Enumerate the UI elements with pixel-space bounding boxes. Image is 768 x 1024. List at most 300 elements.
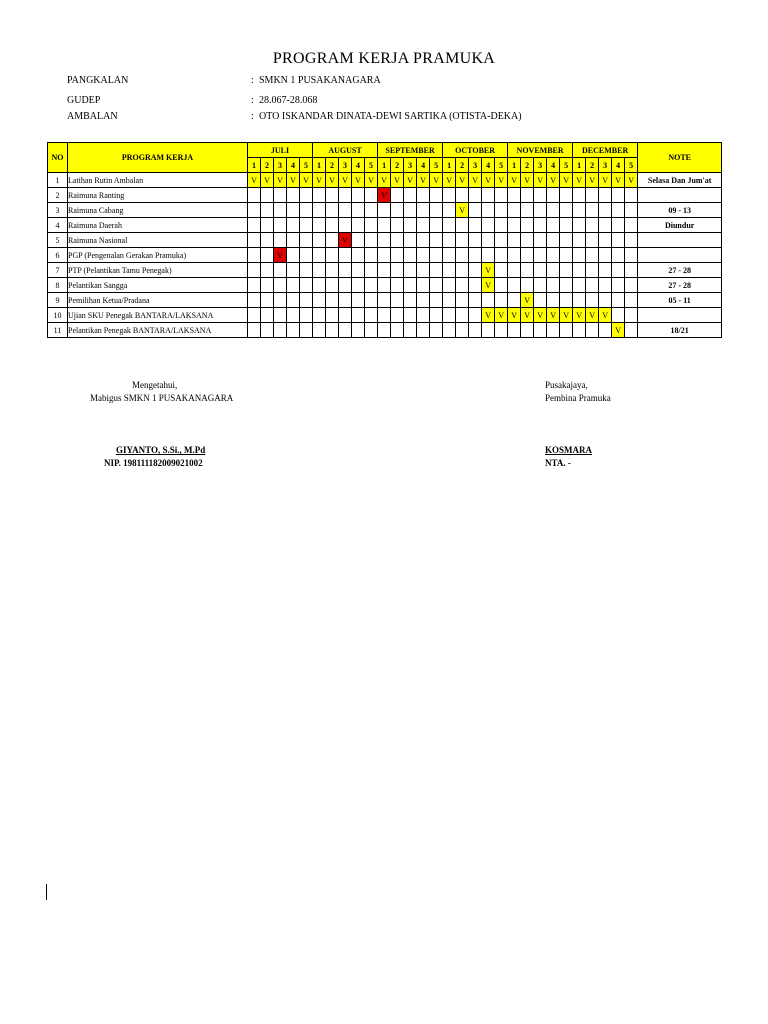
week-cell	[495, 233, 508, 248]
header-week: 1	[573, 158, 586, 173]
week-cell	[352, 233, 365, 248]
week-cell	[313, 278, 326, 293]
week-cell	[339, 203, 352, 218]
week-cell	[248, 278, 261, 293]
header-week: 5	[300, 158, 313, 173]
week-cell-marked: V	[599, 173, 612, 188]
week-cell	[274, 278, 287, 293]
week-cell	[300, 263, 313, 278]
week-cell	[547, 278, 560, 293]
week-cell	[261, 188, 274, 203]
week-cell	[391, 248, 404, 263]
row-activity: Raimuna Ranting	[68, 188, 248, 203]
week-cell	[378, 323, 391, 338]
week-cell	[495, 188, 508, 203]
week-cell	[248, 233, 261, 248]
week-cell	[339, 308, 352, 323]
header-row-months	[48, 143, 722, 158]
week-cell-marked: V	[534, 173, 547, 188]
week-cell-marked: V	[482, 173, 495, 188]
week-cell	[313, 188, 326, 203]
week-cell	[599, 203, 612, 218]
header-week: 3	[534, 158, 547, 173]
week-cell	[261, 278, 274, 293]
week-cell	[417, 308, 430, 323]
week-cell	[339, 293, 352, 308]
week-cell-marked: V	[378, 173, 391, 188]
row-number: 4	[48, 218, 68, 233]
week-cell	[287, 188, 300, 203]
week-cell-marked: V	[586, 173, 599, 188]
week-cell	[560, 233, 573, 248]
row-note	[638, 233, 722, 248]
week-cell-marked: V	[365, 173, 378, 188]
week-cell	[599, 323, 612, 338]
week-cell	[391, 188, 404, 203]
header-month: JULI	[248, 143, 313, 158]
week-cell	[404, 188, 417, 203]
week-cell	[300, 248, 313, 263]
row-number: 2	[48, 188, 68, 203]
week-cell-marked: V	[417, 173, 430, 188]
week-cell-marked-red: V	[274, 248, 287, 263]
week-cell	[547, 233, 560, 248]
week-cell	[404, 218, 417, 233]
week-cell	[365, 323, 378, 338]
row-number: 11	[48, 323, 68, 338]
header-week: 4	[482, 158, 495, 173]
week-cell-marked-red: V	[378, 188, 391, 203]
week-cell	[378, 248, 391, 263]
week-cell	[417, 248, 430, 263]
row-number: 6	[48, 248, 68, 263]
table-row	[48, 188, 722, 203]
row-number: 3	[48, 203, 68, 218]
info-value: OTO ISKANDAR DINATA-DEWI SARTIKA (OTISTA-DEKA)	[259, 111, 522, 122]
week-cell	[261, 323, 274, 338]
week-cell	[352, 218, 365, 233]
week-cell-marked: V	[521, 293, 534, 308]
week-cell	[586, 323, 599, 338]
week-cell	[586, 233, 599, 248]
week-cell-marked: V	[456, 173, 469, 188]
week-cell	[560, 323, 573, 338]
week-cell	[365, 278, 378, 293]
header-month: NOVEMBER	[508, 143, 573, 158]
week-cell-marked: V	[456, 203, 469, 218]
header-week: 5	[430, 158, 443, 173]
header-week: 2	[261, 158, 274, 173]
week-cell	[326, 233, 339, 248]
row-activity: PTP (Pelantikan Tamu Penegak)	[68, 263, 248, 278]
week-cell	[404, 293, 417, 308]
header-week: 5	[365, 158, 378, 173]
week-cell	[482, 218, 495, 233]
header-month: DECEMBER	[573, 143, 638, 158]
week-cell	[560, 188, 573, 203]
week-cell	[313, 248, 326, 263]
week-cell	[625, 308, 638, 323]
week-cell	[482, 323, 495, 338]
week-cell	[274, 263, 287, 278]
week-cell-marked: V	[482, 278, 495, 293]
week-cell	[248, 308, 261, 323]
week-cell	[625, 278, 638, 293]
week-cell	[508, 248, 521, 263]
week-cell	[391, 263, 404, 278]
week-cell	[365, 293, 378, 308]
header-week: 2	[326, 158, 339, 173]
week-cell	[547, 188, 560, 203]
week-cell-marked: V	[495, 173, 508, 188]
week-cell	[365, 308, 378, 323]
week-cell	[534, 233, 547, 248]
info-separator: :	[251, 75, 254, 86]
week-cell	[274, 323, 287, 338]
week-cell	[430, 188, 443, 203]
week-cell	[534, 188, 547, 203]
week-cell	[248, 188, 261, 203]
week-cell	[599, 278, 612, 293]
week-cell	[352, 263, 365, 278]
signature-right-line2: Pembina Pramuka	[545, 393, 611, 403]
week-cell	[521, 263, 534, 278]
header-week: 3	[404, 158, 417, 173]
signature-right-name: KOSMARA	[545, 445, 592, 455]
row-note	[638, 308, 722, 323]
row-number: 1	[48, 173, 68, 188]
week-cell	[469, 203, 482, 218]
week-cell	[417, 188, 430, 203]
week-cell	[612, 308, 625, 323]
week-cell-marked: V	[482, 308, 495, 323]
week-cell	[326, 323, 339, 338]
week-cell	[430, 233, 443, 248]
week-cell	[365, 233, 378, 248]
week-cell	[443, 263, 456, 278]
week-cell	[443, 323, 456, 338]
week-cell	[625, 293, 638, 308]
week-cell	[430, 218, 443, 233]
week-cell	[313, 293, 326, 308]
week-cell-marked: V	[612, 173, 625, 188]
week-cell	[586, 278, 599, 293]
week-cell	[547, 248, 560, 263]
week-cell	[326, 218, 339, 233]
week-cell	[586, 263, 599, 278]
table-row	[48, 248, 722, 263]
week-cell	[625, 323, 638, 338]
week-cell	[404, 308, 417, 323]
week-cell	[612, 203, 625, 218]
week-cell	[430, 293, 443, 308]
week-cell-marked: V	[547, 308, 560, 323]
week-cell	[469, 248, 482, 263]
week-cell	[287, 248, 300, 263]
row-activity: Raimuna Daerah	[68, 218, 248, 233]
week-cell	[521, 248, 534, 263]
week-cell	[300, 188, 313, 203]
week-cell	[495, 293, 508, 308]
week-cell	[573, 263, 586, 278]
week-cell	[599, 218, 612, 233]
row-activity: Latihan Rutin Ambalan	[68, 173, 248, 188]
week-cell-marked: V	[430, 173, 443, 188]
header-week: 1	[508, 158, 521, 173]
week-cell	[482, 203, 495, 218]
header-program: PROGRAM KERJA	[68, 143, 248, 173]
week-cell	[495, 263, 508, 278]
table-row	[48, 308, 722, 323]
signature-right-id: NTA. -	[545, 458, 571, 468]
week-cell	[287, 278, 300, 293]
week-cell	[326, 308, 339, 323]
header-week: 5	[495, 158, 508, 173]
week-cell	[300, 218, 313, 233]
week-cell	[339, 263, 352, 278]
table-row	[48, 233, 722, 248]
week-cell	[586, 248, 599, 263]
row-number: 8	[48, 278, 68, 293]
week-cell	[456, 323, 469, 338]
row-activity: Ujian SKU Penegak BANTARA/LAKSANA	[68, 308, 248, 323]
week-cell	[378, 263, 391, 278]
week-cell	[443, 233, 456, 248]
week-cell	[508, 188, 521, 203]
week-cell	[404, 263, 417, 278]
text-cursor	[46, 884, 47, 900]
week-cell	[482, 233, 495, 248]
week-cell	[378, 233, 391, 248]
week-cell	[560, 263, 573, 278]
week-cell	[287, 263, 300, 278]
week-cell	[365, 248, 378, 263]
week-cell	[417, 203, 430, 218]
week-cell	[261, 218, 274, 233]
row-note: 09 - 13	[638, 203, 722, 218]
week-cell	[469, 218, 482, 233]
week-cell	[573, 248, 586, 263]
row-activity: PGP (Pengenalan Gerakan Pramuka)	[68, 248, 248, 263]
week-cell	[417, 263, 430, 278]
signature-left-name: GIYANTO, S.Si., M.Pd	[116, 445, 206, 455]
week-cell	[339, 278, 352, 293]
week-cell	[508, 263, 521, 278]
table-row	[48, 323, 722, 338]
week-cell	[469, 263, 482, 278]
week-cell	[482, 248, 495, 263]
week-cell	[534, 218, 547, 233]
header-week: 3	[599, 158, 612, 173]
week-cell-marked: V	[560, 173, 573, 188]
week-cell	[365, 188, 378, 203]
week-cell	[560, 218, 573, 233]
week-cell	[573, 203, 586, 218]
week-cell	[469, 233, 482, 248]
row-activity: Pelantikan Sangga	[68, 278, 248, 293]
week-cell	[261, 248, 274, 263]
week-cell	[443, 308, 456, 323]
week-cell	[612, 263, 625, 278]
week-cell	[391, 308, 404, 323]
week-cell	[417, 323, 430, 338]
week-cell	[612, 233, 625, 248]
week-cell-marked: V	[443, 173, 456, 188]
week-cell	[248, 218, 261, 233]
week-cell	[404, 278, 417, 293]
row-activity: Raimuna Nasional	[68, 233, 248, 248]
week-cell	[391, 233, 404, 248]
signature-left-name-block	[104, 444, 205, 470]
week-cell	[521, 203, 534, 218]
week-cell	[495, 248, 508, 263]
signature-left-line1: Mengetahui,	[132, 380, 178, 390]
week-cell	[287, 218, 300, 233]
week-cell	[508, 203, 521, 218]
week-cell	[495, 323, 508, 338]
header-week: 4	[417, 158, 430, 173]
header-week: 1	[248, 158, 261, 173]
week-cell-marked: V	[534, 308, 547, 323]
week-cell	[404, 323, 417, 338]
week-cell	[612, 278, 625, 293]
week-cell	[547, 323, 560, 338]
row-number: 9	[48, 293, 68, 308]
week-cell	[248, 293, 261, 308]
week-cell	[378, 278, 391, 293]
week-cell	[417, 233, 430, 248]
week-cell-marked: V	[248, 173, 261, 188]
week-cell	[378, 218, 391, 233]
week-cell	[586, 218, 599, 233]
row-note: Selasa Dan Jum'at	[638, 173, 722, 188]
header-note: NOTE	[638, 143, 722, 173]
week-cell	[521, 188, 534, 203]
header-week: 4	[547, 158, 560, 173]
header-week: 1	[313, 158, 326, 173]
week-cell-marked: V	[495, 308, 508, 323]
week-cell	[534, 323, 547, 338]
signature-right	[545, 379, 611, 405]
week-cell	[365, 203, 378, 218]
week-cell	[274, 293, 287, 308]
table-row	[48, 263, 722, 278]
week-cell	[326, 278, 339, 293]
week-cell	[339, 323, 352, 338]
week-cell	[508, 233, 521, 248]
row-number: 10	[48, 308, 68, 323]
header-week: 1	[443, 158, 456, 173]
week-cell	[339, 248, 352, 263]
week-cell-marked: V	[469, 173, 482, 188]
week-cell	[391, 203, 404, 218]
week-cell	[261, 203, 274, 218]
week-cell	[625, 248, 638, 263]
week-cell	[469, 293, 482, 308]
row-activity: Pelantikan Penegak BANTARA/LAKSANA	[68, 323, 248, 338]
week-cell	[482, 293, 495, 308]
header-month: OCTOBER	[443, 143, 508, 158]
header-week: 2	[521, 158, 534, 173]
week-cell	[417, 218, 430, 233]
header-week: 4	[612, 158, 625, 173]
week-cell	[443, 293, 456, 308]
week-cell	[547, 293, 560, 308]
info-separator: :	[251, 95, 254, 106]
week-cell	[339, 188, 352, 203]
row-number: 7	[48, 263, 68, 278]
week-cell	[300, 308, 313, 323]
week-cell	[391, 323, 404, 338]
week-cell	[430, 263, 443, 278]
week-cell	[261, 233, 274, 248]
row-note: Diundur	[638, 218, 722, 233]
row-note	[638, 248, 722, 263]
table-row	[48, 293, 722, 308]
week-cell	[300, 233, 313, 248]
header-week: 4	[352, 158, 365, 173]
week-cell-marked: V	[352, 173, 365, 188]
week-cell	[456, 293, 469, 308]
week-cell	[573, 293, 586, 308]
week-cell	[443, 203, 456, 218]
week-cell-marked: V	[482, 263, 495, 278]
info-value: 28.067-28.068	[259, 95, 318, 106]
week-cell	[274, 188, 287, 203]
signature-left-id: NIP. 198111182009021002	[104, 458, 203, 468]
week-cell	[378, 293, 391, 308]
week-cell-marked: V	[313, 173, 326, 188]
row-note: 27 - 28	[638, 263, 722, 278]
signature-left	[90, 379, 233, 405]
week-cell-marked: V	[391, 173, 404, 188]
header-week: 3	[339, 158, 352, 173]
week-cell	[313, 218, 326, 233]
info-label: AMBALAN	[67, 111, 118, 122]
week-cell	[612, 293, 625, 308]
header-no: NO	[48, 143, 68, 173]
week-cell	[430, 308, 443, 323]
week-cell	[612, 188, 625, 203]
week-cell	[287, 233, 300, 248]
week-cell	[573, 278, 586, 293]
week-cell	[443, 188, 456, 203]
week-cell	[417, 278, 430, 293]
header-week: 2	[391, 158, 404, 173]
row-number: 5	[48, 233, 68, 248]
week-cell-marked-red: V	[339, 233, 352, 248]
week-cell	[300, 278, 313, 293]
week-cell	[326, 203, 339, 218]
week-cell	[352, 188, 365, 203]
week-cell	[521, 278, 534, 293]
week-cell	[326, 188, 339, 203]
week-cell	[560, 278, 573, 293]
week-cell-marked: V	[326, 173, 339, 188]
week-cell	[534, 278, 547, 293]
program-table	[47, 142, 722, 338]
week-cell	[456, 263, 469, 278]
header-week: 2	[586, 158, 599, 173]
week-cell	[300, 203, 313, 218]
week-cell-marked: V	[612, 323, 625, 338]
week-cell	[248, 203, 261, 218]
week-cell	[469, 323, 482, 338]
week-cell	[625, 188, 638, 203]
week-cell-marked: V	[625, 173, 638, 188]
header-week: 5	[625, 158, 638, 173]
header-week: 3	[274, 158, 287, 173]
